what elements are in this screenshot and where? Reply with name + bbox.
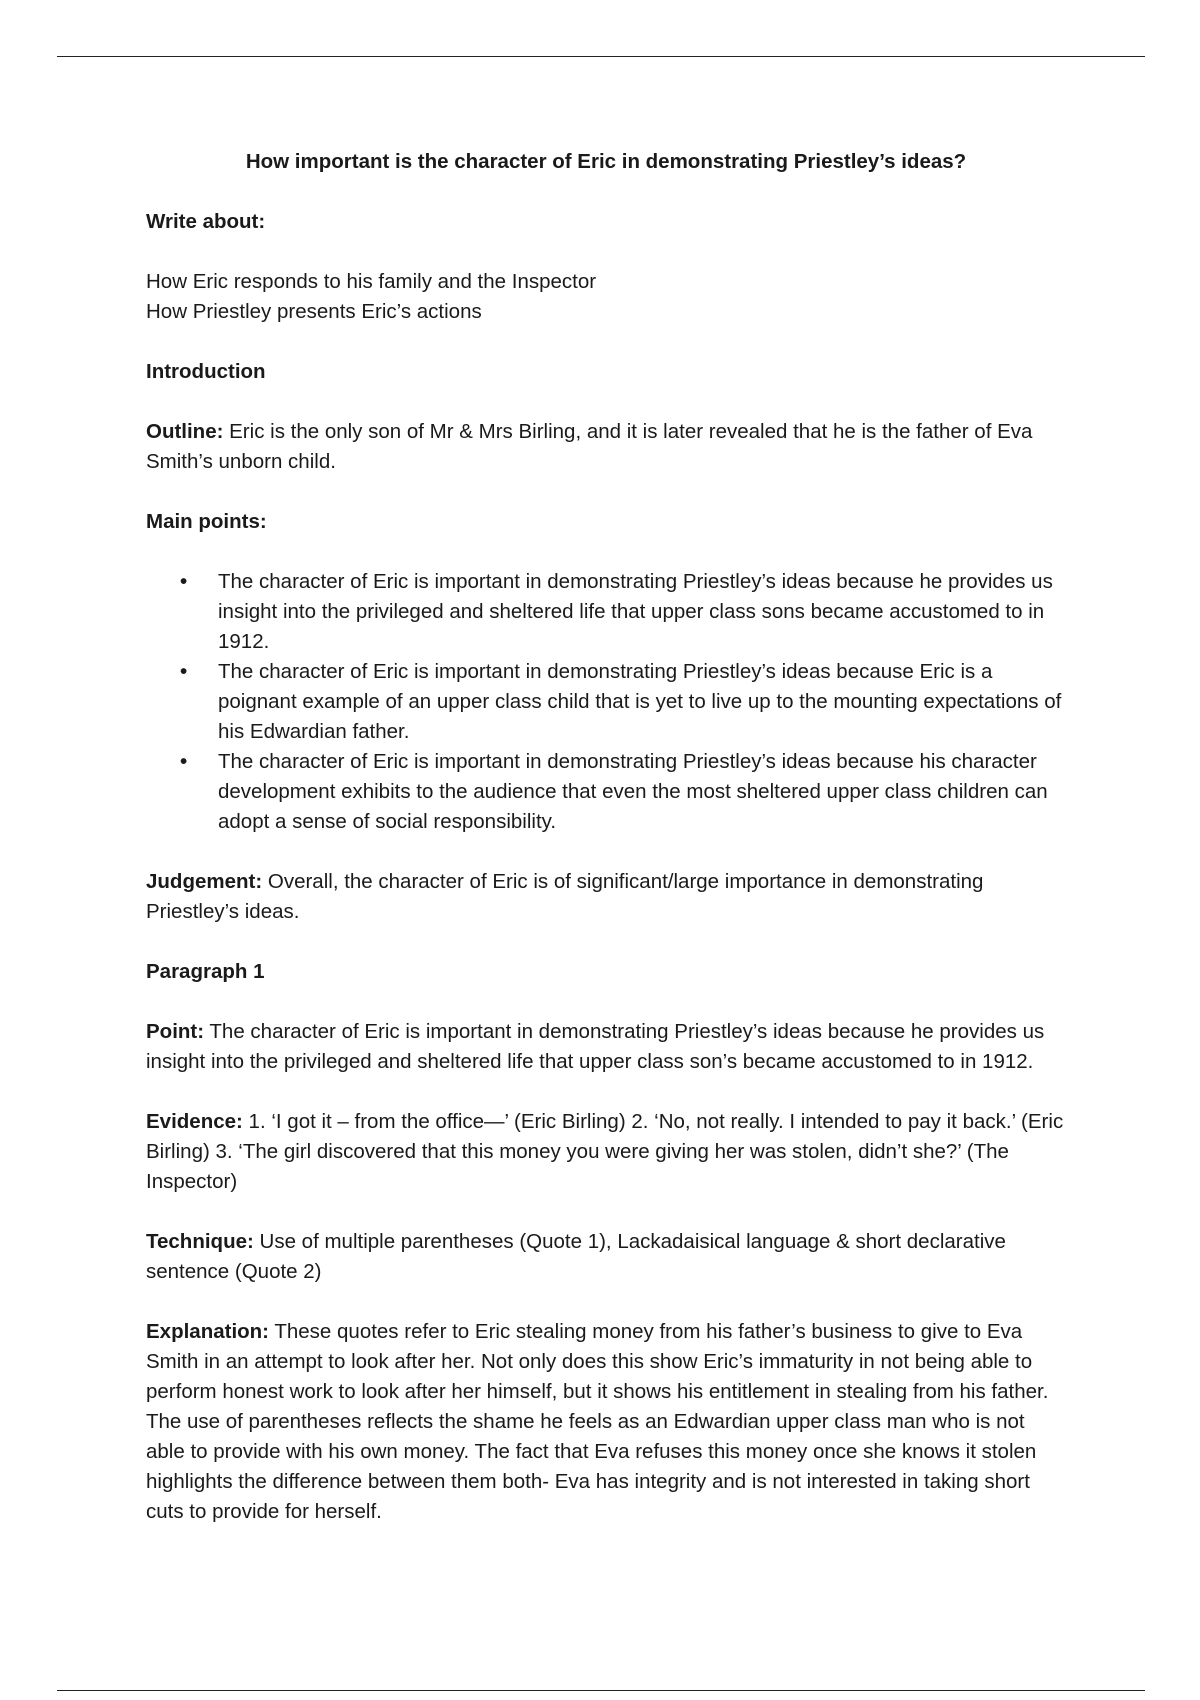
evidence-text: 1. ‘I got it – from the office—’ (Eric Birling) 2. ‘No, not really. I intended to pay it back.’ (Eric Birling) 3. ‘The girl discovered that this money you were giving her was stolen, didn’t she?’ (The Inspector) (146, 1110, 1064, 1193)
write-about-item: How Eric responds to his family and the Inspector (146, 270, 597, 293)
outline-label: Outline: (146, 420, 224, 443)
document-page (146, 140, 1066, 1527)
technique-label: Technique: (146, 1230, 254, 1253)
explanation-text: These quotes refer to Eric stealing money from his father’s business to give to Eva Smith in an attempt to look after her. Not only does this show Eric’s immaturity in not being able to perform honest work to look after her himself, but it shows his entitlement in stealing from his father. The use of parentheses reflects the shame he feels as an Edwardian upper class man who is not able to provide with his own money. The fact that Eva refuses this money once she knows it stolen highlights the difference between them both- Eva has integrity and is not interested in taking short cuts to provide for herself. (146, 1320, 1049, 1523)
bullet-icon: • (180, 660, 188, 683)
explanation-label: Explanation: (146, 1320, 270, 1343)
evidence-paragraph (146, 1107, 1066, 1197)
outline-text: Eric is the only son of Mr & Mrs Birling, and it is later revealed that he is the father of Eva Smith’s unborn child. (146, 420, 1033, 473)
list-item (146, 567, 1066, 657)
judgement-label: Judgement: (146, 870, 263, 893)
main-point-text: The character of Eric is important in demonstrating Priestley’s ideas because he provides us insight into the privileged and sheltered life that upper class sons became accustomed to in 1912. (218, 570, 1053, 653)
paragraph1-heading: Paragraph 1 (146, 960, 265, 983)
main-point-text: The character of Eric is important in demonstrating Priestley’s ideas because his character development exhibits to the audience that even the most sheltered upper class children can adopt a sense of social responsibility. (218, 750, 1048, 833)
outline-paragraph (146, 417, 1066, 477)
list-item (146, 657, 1066, 747)
top-rule (57, 56, 1145, 57)
main-points-heading: Main points: (146, 510, 267, 533)
judgement-paragraph (146, 867, 1066, 927)
main-points-list (146, 567, 1066, 837)
point-paragraph (146, 1017, 1066, 1077)
point-label: Point: (146, 1020, 205, 1043)
explanation-paragraph (146, 1317, 1066, 1527)
write-about-heading: Write about: (146, 210, 266, 233)
evidence-label: Evidence: (146, 1110, 243, 1133)
judgement-text: Overall, the character of Eric is of significant/large importance in demonstrating Priestley’s ideas. (146, 870, 984, 923)
technique-paragraph (146, 1227, 1066, 1287)
document-title: How important is the character of Eric in demonstrating Priestley’s ideas? (245, 150, 967, 173)
point-text: The character of Eric is important in demonstrating Priestley’s ideas because he provides us insight into the privileged and sheltered life that upper class son’s became accustomed to in 1912. (146, 1020, 1045, 1073)
bullet-icon: • (180, 570, 188, 593)
bullet-icon: • (180, 750, 188, 773)
technique-text: Use of multiple parentheses (Quote 1), Lackadaisical language & short declarative sentence (Quote 2) (146, 1230, 1006, 1283)
bottom-rule (57, 1690, 1145, 1691)
list-item (146, 747, 1066, 837)
introduction-heading: Introduction (146, 360, 266, 383)
main-point-text: The character of Eric is important in demonstrating Priestley’s ideas because Eric is a poignant example of an upper class child that is yet to live up to the mounting expectations of his Edwardian father. (218, 660, 1062, 743)
write-about-item: How Priestley presents Eric’s actions (146, 300, 482, 323)
